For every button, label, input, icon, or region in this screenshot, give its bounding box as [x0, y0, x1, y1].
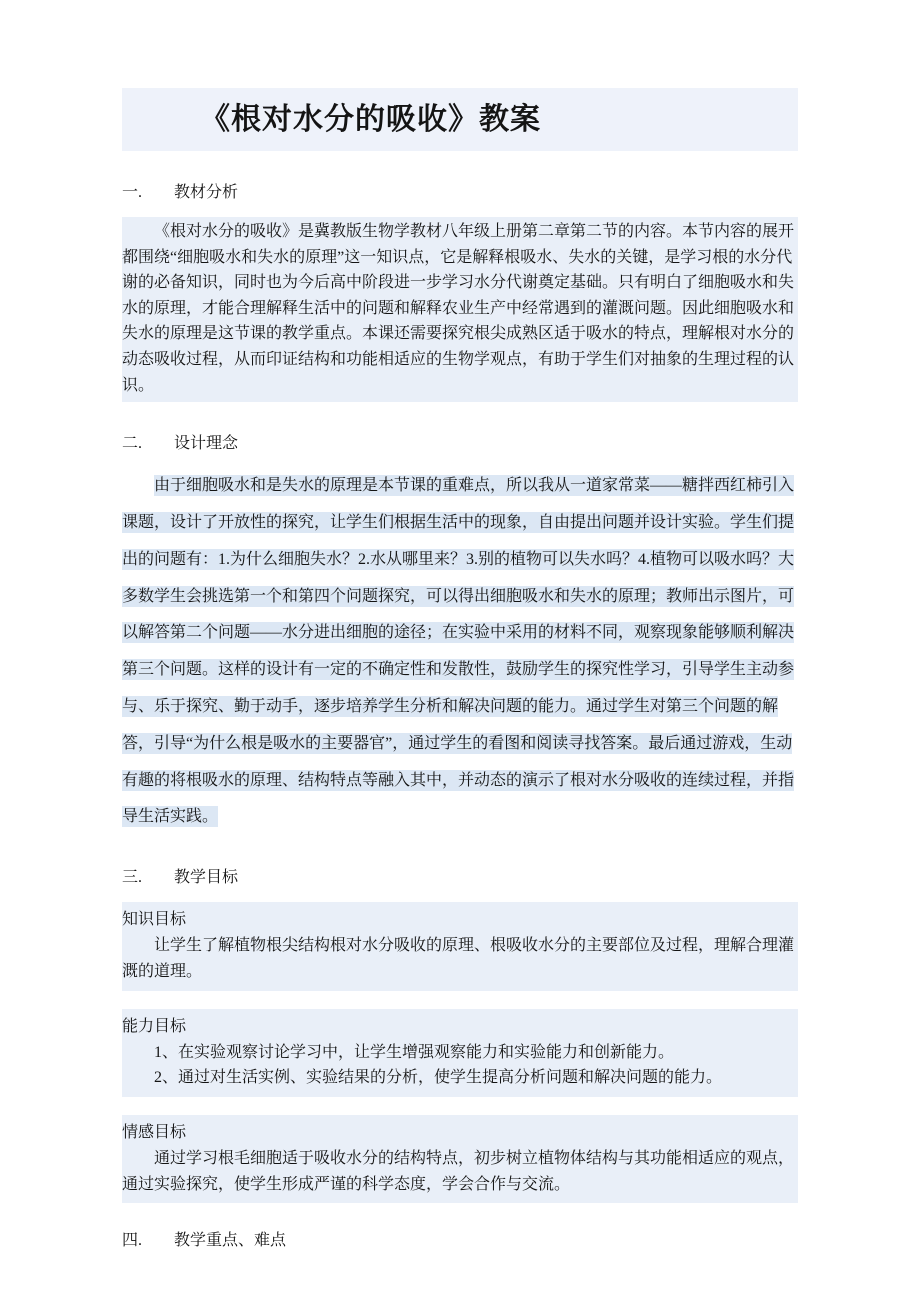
subsection-knowledge-objectives [122, 902, 798, 990]
subsection-ability-objectives [122, 1009, 798, 1097]
title-block [122, 88, 798, 151]
ability-objectives-item-1: 1、在实验观察讨论学习中，让学生增强观察能力和实验能力和创新能力。 [154, 1043, 675, 1061]
design-concept-paragraph [122, 468, 798, 836]
section-heading-key-difficult-points: 四. 教学重点、难点 [122, 1232, 287, 1250]
emotional-objectives-label: 情感目标 [122, 1123, 187, 1141]
textbook-analysis-paragraph: 《根对水分的吸收》是冀教版生物学教材八年级上册第二章第二节的内容。本节内容的展开都围绕“细胞吸水和失水的原理”这一知识点，它是解释根吸水、失水的关键，是学习根的水分代谢的必备知识，同时也为今后高中阶段进一步学习水分代谢奠定基础。只有明白了细胞吸水和失水的原理，才能合理解释生活中的问题和解释农业生产中经常遇到的灌溉问题。因此细胞吸水和失水的原理是这节课的教学重点。本课还需要探究根尖成熟区适于吸水的特点，理解根对水分的动态吸收过程，从而印证结构和功能相适应的生物学观点，有助于学生们对抽象的生理过程的认识。 [122, 217, 798, 402]
ability-objectives-label: 能力目标 [122, 1017, 187, 1035]
ability-objectives-item-2: 2、通过对生活实例、实验结果的分析，使学生提高分析问题和解决问题的能力。 [154, 1069, 723, 1087]
section-textbook-analysis [122, 181, 798, 402]
section-design-concept [122, 432, 798, 836]
document-title: 《根对水分的吸收》教案 [200, 103, 541, 136]
section-heading-textbook-analysis: 一. 教材分析 [122, 184, 239, 201]
section-key-difficult-points [122, 1229, 798, 1253]
section-teaching-objectives [122, 866, 798, 1203]
knowledge-objectives-label: 知识目标 [122, 911, 187, 929]
section-heading-design-concept: 二. 设计理念 [122, 435, 239, 453]
section-heading-teaching-objectives: 三. 教学目标 [122, 869, 239, 887]
highlighted-text: 由于细胞吸水和是失水的原理是本节课的重难点，所以我从一道家常菜——糖拌西红柿引入课题，设计了开放性的探究，让学生们根据生活中的现象，自由提出问题并设计实验。学生们提出的问题有：1.为什么细胞失水？2.水从哪里来？3.别的植物可以失水吗？4.植物可以吸水吗？大多数学生会挑选第一个和第四个问题探究，可以得出细胞吸水和失水的原理；教师出示图片，可以解答第二个问题——水分进出细胞的途径；在实验中采用的材料不同，观察现象能够顺利解决第三个问题。这样的设计有一定的不确定性和发散性，鼓励学生的探究性学习，引导学生主动参与、乐于探究、勤于动手，逐步培养学生分析和解决问题的能力。通过学生对第三个问题的解答，引导“为什么根是吸水的主要器官”，通过学生的看图和阅读寻找答案。最后通过游戏，生动有趣的将根吸水的原理、结构特点等融入其中，并动态的演示了根对水分吸收的连续过程，并指导生活实践。 [122, 477, 795, 826]
knowledge-objectives-paragraph: 让学生了解植物根尖结构根对水分吸收的原理、根吸收水分的主要部位及过程，理解合理灌溉的道理。 [122, 937, 795, 980]
emotional-objectives-paragraph: 通过学习根毛细胞适于吸收水分的结构特点，初步树立植物体结构与其功能相适应的观点，通过实验探究，使学生形成严谨的科学态度，学会合作与交流。 [122, 1150, 795, 1193]
subsection-emotional-objectives [122, 1115, 798, 1203]
